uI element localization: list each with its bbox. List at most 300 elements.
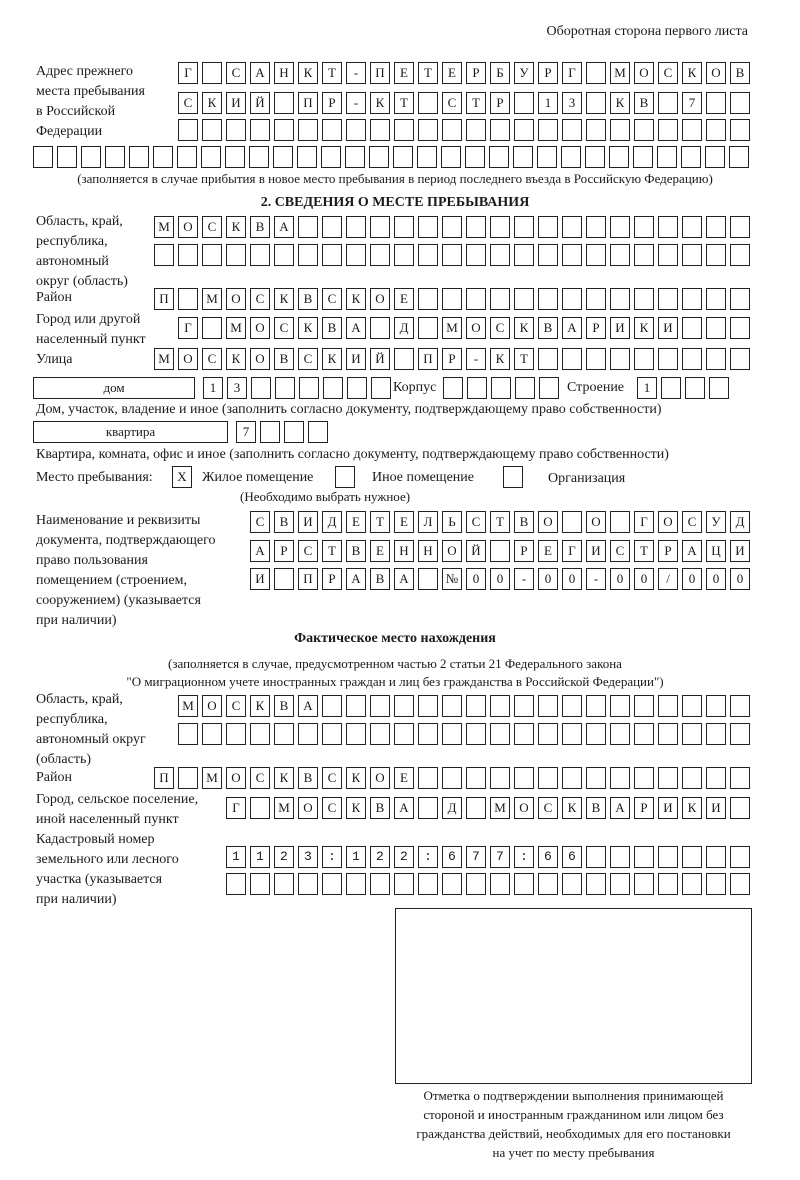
char-box[interactable] [250, 244, 270, 266]
char-box[interactable]: М [202, 767, 222, 789]
char-box[interactable] [538, 695, 558, 717]
char-box[interactable]: Р [634, 797, 654, 819]
actual-district-row[interactable] [154, 767, 754, 789]
char-box[interactable] [274, 244, 294, 266]
char-box[interactable] [634, 119, 654, 141]
char-box[interactable] [682, 767, 702, 789]
char-box[interactable]: В [322, 317, 342, 339]
char-box[interactable] [586, 288, 606, 310]
char-box[interactable] [346, 244, 366, 266]
char-box[interactable]: Т [394, 92, 414, 114]
char-box[interactable]: С [226, 62, 246, 84]
char-box[interactable] [538, 873, 558, 895]
char-box[interactable] [514, 723, 534, 745]
char-box[interactable]: В [370, 568, 390, 590]
char-box[interactable] [297, 146, 317, 168]
char-box[interactable]: С [178, 92, 198, 114]
char-box[interactable] [634, 767, 654, 789]
char-box[interactable] [442, 288, 462, 310]
char-box[interactable]: Л [418, 511, 438, 533]
char-box[interactable] [610, 288, 630, 310]
char-box[interactable] [418, 288, 438, 310]
char-box[interactable] [610, 119, 630, 141]
region-row-2[interactable] [154, 244, 754, 266]
char-box[interactable] [514, 216, 534, 238]
char-box[interactable]: Р [466, 62, 486, 84]
cadastral-number-value[interactable]: 1123:122:677:66 [232, 849, 593, 864]
char-box[interactable]: Т [322, 62, 342, 84]
char-box[interactable]: 0 [730, 568, 750, 590]
char-box[interactable] [370, 119, 390, 141]
char-box[interactable]: О [298, 797, 318, 819]
char-box[interactable] [489, 146, 509, 168]
char-box[interactable]: В [274, 348, 294, 370]
char-box[interactable]: К [682, 797, 702, 819]
char-box[interactable] [394, 873, 414, 895]
char-box[interactable] [586, 873, 606, 895]
char-box[interactable]: Р [442, 348, 462, 370]
char-box[interactable]: 0 [538, 568, 558, 590]
char-box[interactable]: П [298, 568, 318, 590]
char-box[interactable]: 1 [637, 377, 657, 399]
char-box[interactable] [347, 377, 367, 399]
char-box[interactable]: И [658, 317, 678, 339]
char-box[interactable]: А [250, 62, 270, 84]
char-box[interactable] [585, 146, 605, 168]
char-box[interactable] [610, 873, 630, 895]
char-box[interactable] [284, 421, 304, 443]
char-box[interactable]: В [634, 92, 654, 114]
char-box[interactable] [705, 146, 725, 168]
char-box[interactable] [562, 723, 582, 745]
char-box[interactable]: О [250, 317, 270, 339]
char-box[interactable] [33, 146, 53, 168]
char-box[interactable] [177, 146, 197, 168]
char-box[interactable] [466, 767, 486, 789]
char-box[interactable] [682, 288, 702, 310]
char-box[interactable] [441, 146, 461, 168]
char-box[interactable] [417, 146, 437, 168]
char-box[interactable] [586, 695, 606, 717]
char-box[interactable] [369, 146, 389, 168]
char-box[interactable]: 7 [682, 92, 702, 114]
char-box[interactable]: В [298, 288, 318, 310]
char-box[interactable] [706, 119, 726, 141]
char-box[interactable] [514, 92, 534, 114]
char-box[interactable]: О [250, 348, 270, 370]
char-box[interactable]: И [250, 568, 270, 590]
char-box[interactable]: Б [490, 62, 510, 84]
char-box[interactable]: № [442, 568, 462, 590]
char-box[interactable]: Ь [442, 511, 462, 533]
checkbox-other-premises[interactable] [335, 466, 355, 488]
char-box[interactable] [682, 244, 702, 266]
char-box[interactable] [418, 317, 438, 339]
char-box[interactable]: Й [250, 92, 270, 114]
char-box[interactable] [681, 146, 701, 168]
char-box[interactable] [586, 62, 606, 84]
char-box[interactable] [105, 146, 125, 168]
char-box[interactable] [274, 119, 294, 141]
char-box[interactable] [586, 767, 606, 789]
char-box[interactable] [418, 119, 438, 141]
char-box[interactable] [153, 146, 173, 168]
char-box[interactable]: Е [394, 288, 414, 310]
char-box[interactable]: Д [442, 797, 462, 819]
char-box[interactable]: А [610, 797, 630, 819]
char-box[interactable] [634, 723, 654, 745]
char-box[interactable] [490, 119, 510, 141]
char-box[interactable]: М [490, 797, 510, 819]
char-box[interactable]: Р [274, 540, 294, 562]
char-box[interactable] [657, 146, 677, 168]
char-box[interactable]: К [250, 695, 270, 717]
char-box[interactable] [730, 119, 750, 141]
char-box[interactable] [346, 119, 366, 141]
char-box[interactable] [154, 244, 174, 266]
char-box[interactable] [226, 244, 246, 266]
char-box[interactable]: Е [394, 511, 414, 533]
char-box[interactable]: - [346, 62, 366, 84]
char-box[interactable]: К [346, 767, 366, 789]
checkbox-organization[interactable] [503, 466, 523, 488]
char-box[interactable]: Г [178, 317, 198, 339]
char-box[interactable] [706, 767, 726, 789]
char-box[interactable]: Г [226, 797, 246, 819]
char-box[interactable] [393, 146, 413, 168]
char-box[interactable] [682, 695, 702, 717]
char-box[interactable]: Е [394, 62, 414, 84]
char-box[interactable] [682, 216, 702, 238]
char-box[interactable]: К [610, 92, 630, 114]
char-box[interactable] [730, 797, 750, 819]
char-box[interactable]: Р [490, 92, 510, 114]
char-box[interactable]: М [226, 317, 246, 339]
char-box[interactable] [586, 348, 606, 370]
char-box[interactable] [685, 377, 705, 399]
char-box[interactable] [730, 767, 750, 789]
char-box[interactable]: О [226, 767, 246, 789]
char-box[interactable]: О [226, 288, 246, 310]
char-box[interactable]: Т [418, 62, 438, 84]
char-box[interactable]: К [346, 288, 366, 310]
char-box[interactable]: П [418, 348, 438, 370]
cadastral-row-2[interactable] [226, 873, 754, 895]
char-box[interactable] [394, 695, 414, 717]
char-box[interactable] [586, 92, 606, 114]
char-box[interactable] [418, 568, 438, 590]
char-box[interactable] [465, 146, 485, 168]
char-box[interactable] [418, 216, 438, 238]
char-box[interactable]: О [466, 317, 486, 339]
char-box[interactable] [273, 146, 293, 168]
char-box[interactable]: - [514, 568, 534, 590]
char-box[interactable] [658, 873, 678, 895]
char-box[interactable]: 3 [227, 377, 247, 399]
char-box[interactable]: Н [394, 540, 414, 562]
char-box[interactable]: Т [490, 511, 510, 533]
char-box[interactable] [322, 216, 342, 238]
char-box[interactable] [730, 723, 750, 745]
apartment-number-row[interactable] [236, 421, 332, 443]
char-box[interactable] [226, 723, 246, 745]
char-box[interactable]: 0 [634, 568, 654, 590]
char-box[interactable] [706, 288, 726, 310]
char-box[interactable] [418, 767, 438, 789]
char-box[interactable]: О [514, 797, 534, 819]
char-box[interactable] [514, 244, 534, 266]
actual-region-row-2[interactable] [178, 723, 754, 745]
char-box[interactable] [250, 797, 270, 819]
char-box[interactable]: К [370, 92, 390, 114]
char-box[interactable] [634, 846, 654, 868]
char-box[interactable]: К [226, 216, 246, 238]
char-box[interactable]: А [394, 568, 414, 590]
char-box[interactable] [490, 873, 510, 895]
char-box[interactable]: С [250, 767, 270, 789]
char-box[interactable]: Е [394, 767, 414, 789]
char-box[interactable]: Е [370, 540, 390, 562]
char-box[interactable]: 0 [490, 568, 510, 590]
char-box[interactable] [609, 146, 629, 168]
char-box[interactable]: А [394, 797, 414, 819]
char-box[interactable]: С [226, 695, 246, 717]
char-box[interactable] [81, 146, 101, 168]
char-box[interactable]: О [586, 511, 606, 533]
char-box[interactable] [706, 873, 726, 895]
char-box[interactable] [299, 377, 319, 399]
char-box[interactable]: Т [322, 540, 342, 562]
korpus-row[interactable] [443, 377, 563, 399]
actual-city-row[interactable] [226, 797, 754, 819]
char-box[interactable] [730, 348, 750, 370]
char-box[interactable] [562, 244, 582, 266]
char-box[interactable]: П [298, 92, 318, 114]
prev-address-row-3[interactable] [178, 119, 754, 141]
char-box[interactable] [706, 723, 726, 745]
char-box[interactable]: И [226, 92, 246, 114]
char-box[interactable] [394, 244, 414, 266]
char-box[interactable] [466, 873, 486, 895]
char-box[interactable] [202, 723, 222, 745]
char-box[interactable] [178, 119, 198, 141]
char-box[interactable]: В [370, 797, 390, 819]
char-box[interactable]: В [346, 540, 366, 562]
char-box[interactable]: Д [322, 511, 342, 533]
char-box[interactable] [682, 873, 702, 895]
char-box[interactable]: К [274, 288, 294, 310]
char-box[interactable]: О [178, 216, 198, 238]
char-box[interactable]: Р [658, 540, 678, 562]
char-box[interactable]: Д [394, 317, 414, 339]
char-box[interactable]: П [370, 62, 390, 84]
char-box[interactable] [418, 92, 438, 114]
document-row-1[interactable] [250, 511, 754, 533]
char-box[interactable] [490, 216, 510, 238]
char-box[interactable]: О [370, 288, 390, 310]
char-box[interactable] [418, 723, 438, 745]
char-box[interactable] [466, 244, 486, 266]
char-box[interactable] [730, 846, 750, 868]
char-box[interactable] [249, 146, 269, 168]
char-box[interactable]: С [202, 216, 222, 238]
char-box[interactable] [610, 723, 630, 745]
char-box[interactable]: С [442, 92, 462, 114]
char-box[interactable] [730, 873, 750, 895]
char-box[interactable] [202, 62, 222, 84]
char-box[interactable]: М [274, 797, 294, 819]
char-box[interactable]: - [586, 568, 606, 590]
char-box[interactable] [467, 377, 487, 399]
char-box[interactable]: И [730, 540, 750, 562]
char-box[interactable]: Й [370, 348, 390, 370]
char-box[interactable] [250, 873, 270, 895]
char-box[interactable] [418, 244, 438, 266]
char-box[interactable]: В [514, 511, 534, 533]
char-box[interactable] [538, 767, 558, 789]
char-box[interactable] [514, 119, 534, 141]
char-box[interactable]: Й [466, 540, 486, 562]
char-box[interactable]: В [274, 695, 294, 717]
char-box[interactable]: 0 [610, 568, 630, 590]
char-box[interactable]: И [298, 511, 318, 533]
char-box[interactable] [706, 244, 726, 266]
char-box[interactable]: Т [514, 348, 534, 370]
house-number-row[interactable] [203, 377, 395, 399]
char-box[interactable] [490, 244, 510, 266]
char-box[interactable]: С [202, 348, 222, 370]
char-box[interactable] [466, 723, 486, 745]
char-box[interactable]: К [298, 317, 318, 339]
char-box[interactable] [202, 119, 222, 141]
char-box[interactable] [178, 767, 198, 789]
char-box[interactable] [586, 119, 606, 141]
char-box[interactable]: - [466, 348, 486, 370]
char-box[interactable] [202, 244, 222, 266]
char-box[interactable] [537, 146, 557, 168]
char-box[interactable]: Д [730, 511, 750, 533]
char-box[interactable]: Н [418, 540, 438, 562]
document-row-2[interactable] [250, 540, 754, 562]
char-box[interactable] [57, 146, 77, 168]
char-box[interactable] [562, 511, 582, 533]
char-box[interactable] [322, 723, 342, 745]
char-box[interactable] [251, 377, 271, 399]
char-box[interactable] [370, 695, 390, 717]
char-box[interactable]: И [658, 797, 678, 819]
char-box[interactable] [706, 695, 726, 717]
char-box[interactable]: С [274, 317, 294, 339]
char-box[interactable]: О [706, 62, 726, 84]
char-box[interactable] [562, 119, 582, 141]
char-box[interactable]: К [298, 62, 318, 84]
char-box[interactable] [442, 119, 462, 141]
char-box[interactable]: А [346, 317, 366, 339]
char-box[interactable] [274, 568, 294, 590]
char-box[interactable]: Р [538, 62, 558, 84]
char-box[interactable] [562, 695, 582, 717]
char-box[interactable]: П [154, 767, 174, 789]
char-box[interactable]: В [586, 797, 606, 819]
char-box[interactable] [514, 873, 534, 895]
char-box[interactable] [634, 348, 654, 370]
char-box[interactable] [298, 873, 318, 895]
prev-address-row-2[interactable] [178, 92, 754, 114]
char-box[interactable]: Г [562, 62, 582, 84]
char-box[interactable] [442, 723, 462, 745]
char-box[interactable]: С [322, 797, 342, 819]
char-box[interactable] [562, 767, 582, 789]
prev-address-row-1[interactable] [178, 62, 754, 84]
char-box[interactable] [322, 695, 342, 717]
char-box[interactable] [442, 767, 462, 789]
char-box[interactable] [730, 288, 750, 310]
char-box[interactable] [322, 244, 342, 266]
char-box[interactable]: Р [586, 317, 606, 339]
city-row[interactable] [178, 317, 754, 339]
char-box[interactable] [442, 216, 462, 238]
char-box[interactable]: А [346, 568, 366, 590]
char-box[interactable]: 7 [236, 421, 256, 443]
char-box[interactable] [323, 377, 343, 399]
char-box[interactable] [202, 317, 222, 339]
char-box[interactable] [586, 723, 606, 745]
char-box[interactable]: Г [634, 511, 654, 533]
char-box[interactable] [730, 244, 750, 266]
char-box[interactable]: В [274, 511, 294, 533]
char-box[interactable] [730, 216, 750, 238]
char-box[interactable]: М [442, 317, 462, 339]
char-box[interactable] [370, 317, 390, 339]
char-box[interactable]: 0 [466, 568, 486, 590]
char-box[interactable] [298, 244, 318, 266]
char-box[interactable] [394, 348, 414, 370]
char-box[interactable] [394, 119, 414, 141]
char-box[interactable] [490, 723, 510, 745]
char-box[interactable]: К [202, 92, 222, 114]
house-type-field[interactable]: дом [33, 377, 195, 399]
char-box[interactable] [634, 873, 654, 895]
street-row[interactable] [154, 348, 754, 370]
char-box[interactable]: У [514, 62, 534, 84]
char-box[interactable]: С [538, 797, 558, 819]
char-box[interactable] [442, 695, 462, 717]
char-box[interactable] [346, 873, 366, 895]
char-box[interactable] [729, 146, 749, 168]
char-box[interactable] [466, 797, 486, 819]
char-box[interactable] [658, 244, 678, 266]
char-box[interactable]: Т [634, 540, 654, 562]
char-box[interactable] [709, 377, 729, 399]
char-box[interactable] [490, 695, 510, 717]
char-box[interactable] [682, 846, 702, 868]
char-box[interactable] [562, 348, 582, 370]
char-box[interactable] [562, 216, 582, 238]
char-box[interactable]: Ц [706, 540, 726, 562]
char-box[interactable] [466, 216, 486, 238]
char-box[interactable]: П [154, 288, 174, 310]
char-box[interactable] [586, 244, 606, 266]
char-box[interactable] [658, 348, 678, 370]
char-box[interactable]: У [706, 511, 726, 533]
char-box[interactable]: О [634, 62, 654, 84]
char-box[interactable] [634, 244, 654, 266]
char-box[interactable]: 0 [682, 568, 702, 590]
char-box[interactable]: И [586, 540, 606, 562]
char-box[interactable] [514, 695, 534, 717]
char-box[interactable] [178, 288, 198, 310]
char-box[interactable] [514, 288, 534, 310]
